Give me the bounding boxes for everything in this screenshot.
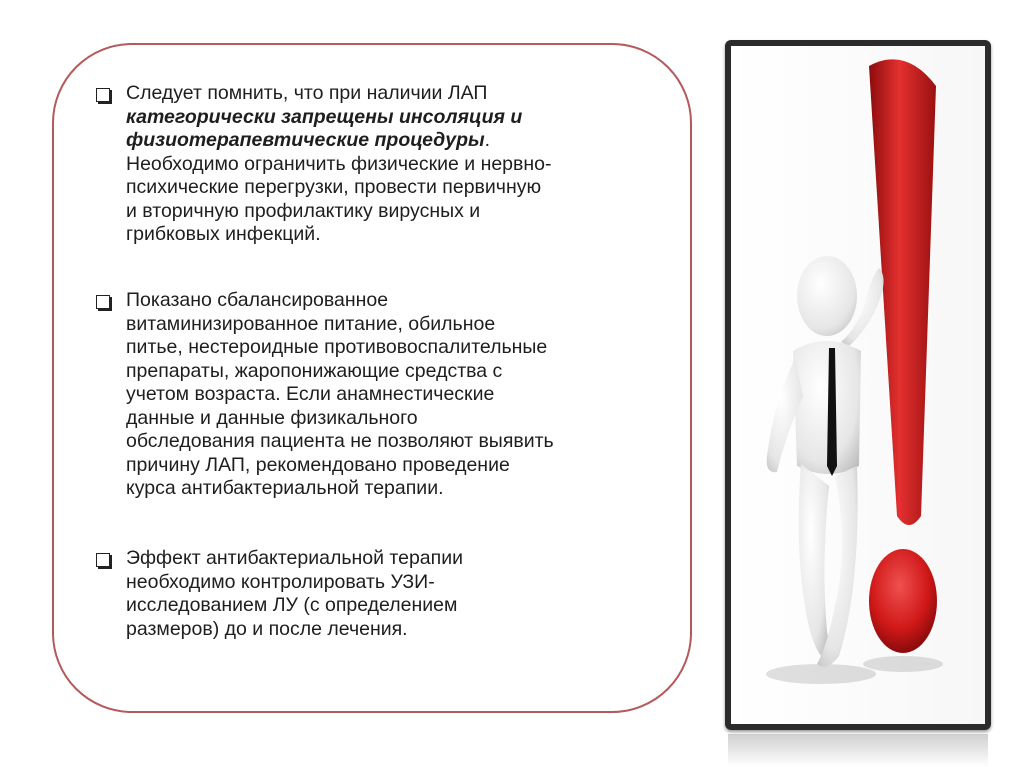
bullet-text-1 xyxy=(126,82,552,247)
bullet-item-1 xyxy=(96,82,656,247)
white-figure-illustration xyxy=(731,46,985,724)
bullet-text-2: Показано сбалансированное витаминизированное питание, обильное питье, нестероидные противовоспалительные препараты, жаропонижающие средства с учетом возраста. Если анамнестические данные и данные физикального обследования пациента не позволяют выявить причину ЛАП, рекомендовано проведение курса антибактериальной терапии. xyxy=(126,289,554,499)
checkbox-bullet-icon xyxy=(96,88,110,102)
bullet-item-3 xyxy=(96,547,656,641)
bullet-1-emphasis: категорически запрещены инсоляция и физиотерапевтические процедуры xyxy=(126,105,523,151)
checkbox-bullet-icon xyxy=(96,295,110,309)
frame-reflection xyxy=(728,734,988,767)
bullet-text-3: Эффект антибактериальной терапии необходимо контролировать УЗИ- исследованием ЛУ (с определением размеров) до и после лечения. xyxy=(126,547,463,640)
bullet-1-intro: Следует помнить, что при наличии ЛАП xyxy=(126,82,488,104)
checkbox-bullet-icon xyxy=(96,553,110,567)
bullet-item-2 xyxy=(96,289,656,501)
illustration-frame xyxy=(725,40,991,730)
bullet-1-rest: . Необходимо ограничить физические и нервно- психические перегрузки, провести первичную и вторичную профилактику вирусных и грибковых инфекций. xyxy=(126,129,552,245)
